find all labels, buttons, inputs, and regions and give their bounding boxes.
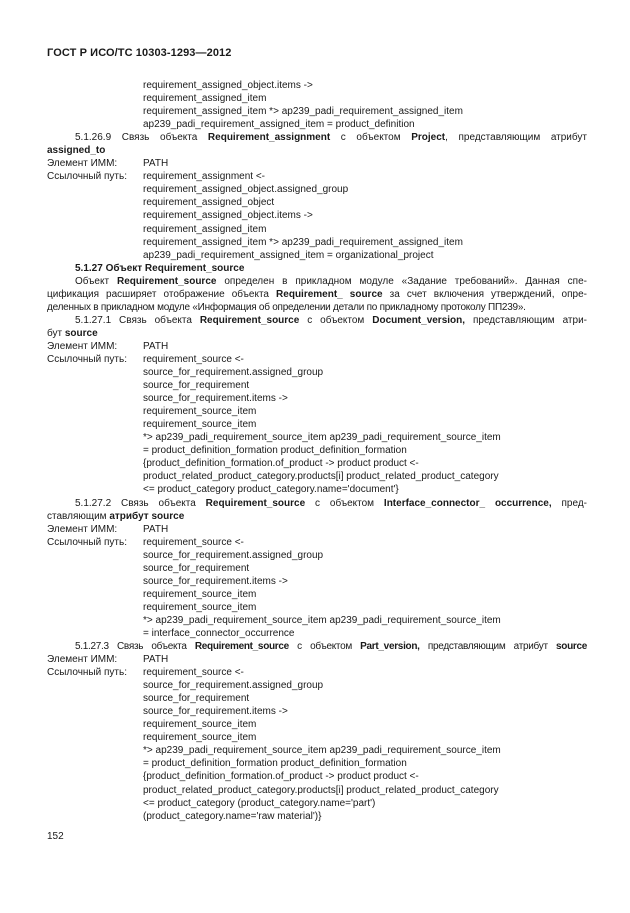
reference-path-row: Ссылочный путь: requirement_source <- [47,536,244,548]
path-line: {product_definition_formation.of_product -> product product <- [143,771,419,783]
section-5-1-27-3-title: 5.1.27.3 Связь объекта Requirement_source с объектом Part_version, представляющим атрибут source [75,641,587,653]
path-line: requirement_assigned_item [143,93,267,105]
path-line: *> ap239_padi_requirement_source_item ap239_padi_requirement_source_item [143,745,501,757]
reference-path-row: Ссылочный путь: requirement_source <- [47,353,244,365]
path-line: requirement_assigned_item *> ap239_padi_requirement_assigned_item [143,106,463,118]
path-line: source_for_requirement [143,562,250,574]
path-line: = interface_connector_occurrence [143,627,295,639]
path-line: source_for_requirement.assigned_group [143,367,324,379]
document-header: ГОСТ Р ИСО/ТС 10303-1293—2012 [47,47,232,59]
section-attribute: бут source [47,327,98,339]
path-line: product_related_product_category.products[i] product_related_product_category [143,784,499,796]
path-line: <= product_category product_category.name='document'} [143,484,399,496]
imm-element-row: Элемент ИММ: PATH [47,158,169,170]
path-line: requirement_assigned_item [143,223,267,235]
section-5-1-27-2-title: 5.1.27.2 Связь объекта Requirement_source с объектом Interface_connector_ occurrence, пред- [75,497,587,509]
path-line: source_for_requirement [143,380,250,392]
path-line: *> ap239_padi_requirement_source_item ap239_padi_requirement_source_item [143,432,501,444]
path-line: ap239_padi_requirement_assigned_item = organizational_project [143,249,434,261]
path-line: source_for_requirement.assigned_group [143,549,324,561]
path-line: requirement_assigned_object [143,197,275,209]
path-line: ap239_padi_requirement_assigned_item = product_definition [143,119,415,131]
page-number: 152 [47,831,64,842]
path-line: requirement_source_item [143,406,257,418]
path-line: product_related_product_category.products[i] product_related_product_category [143,471,499,483]
path-line: requirement_source_item [143,419,257,431]
section-5-1-27-heading: 5.1.27 Объект Requirement_source [75,262,245,274]
section-attribute: ставляющим атрибут source [47,510,185,522]
path-line: {product_definition_formation.of_product -> product product <- [143,458,419,470]
path-line: requirement_source_item [143,588,257,600]
path-line: source_for_requirement.items -> [143,706,288,718]
path-line: = product_definition_formation product_definition_formation [143,445,407,457]
path-line: requirement_source_item [143,732,257,744]
path-line: requirement_assigned_object.assigned_group [143,184,349,196]
paragraph-line: деленных в прикладном модуле «Информация об определении детали по прикладному протоколу ПП239». [47,301,526,313]
path-line: = product_definition_formation product_definition_formation [143,758,407,770]
path-line: requirement_assigned_object.items -> [143,80,313,91]
section-5-1-27-1-title: 5.1.27.1 Связь объекта Requirement_source с объектом Document_version, представляющим атри- [75,314,587,326]
section-attribute: assigned_to [47,145,106,157]
path-line: source_for_requirement.items -> [143,393,288,405]
path-line: <= product_category (product_category.name='part') [143,797,376,809]
paragraph-line: Объект Requirement_source определен в прикладном модуле «Задание требований». Данная спе- [75,275,587,287]
path-line: requirement_assigned_item *> ap239_padi_requirement_assigned_item [143,236,463,248]
path-line: requirement_source_item [143,719,257,731]
path-line: source_for_requirement.assigned_group [143,680,324,692]
imm-element-row: Элемент ИММ: PATH [47,340,169,352]
section-5-1-26-9-title: 5.1.26.9 Связь объекта Requirement_assignment с объектом Project, представляющим атрибут [75,132,587,144]
path-line: source_for_requirement.items -> [143,575,288,587]
path-line: requirement_assigned_object.items -> [143,210,313,222]
path-line: *> ap239_padi_requirement_source_item ap239_padi_requirement_source_item [143,614,501,626]
reference-path-row: Ссылочный путь: requirement_assignment <- [47,171,266,183]
imm-element-row: Элемент ИММ: PATH [47,523,169,535]
document-body [47,79,587,823]
path-line: requirement_source_item [143,601,257,613]
paragraph-line: цификация расширяет отображение объекта Requirement_ source за счет включения утверждений, опре- [47,288,587,300]
path-line: (product_category.name='raw material')} [143,810,322,822]
path-line: source_for_requirement [143,693,250,705]
reference-path-row: Ссылочный путь: requirement_source <- [47,667,244,679]
imm-element-row: Элемент ИММ: PATH [47,654,169,666]
